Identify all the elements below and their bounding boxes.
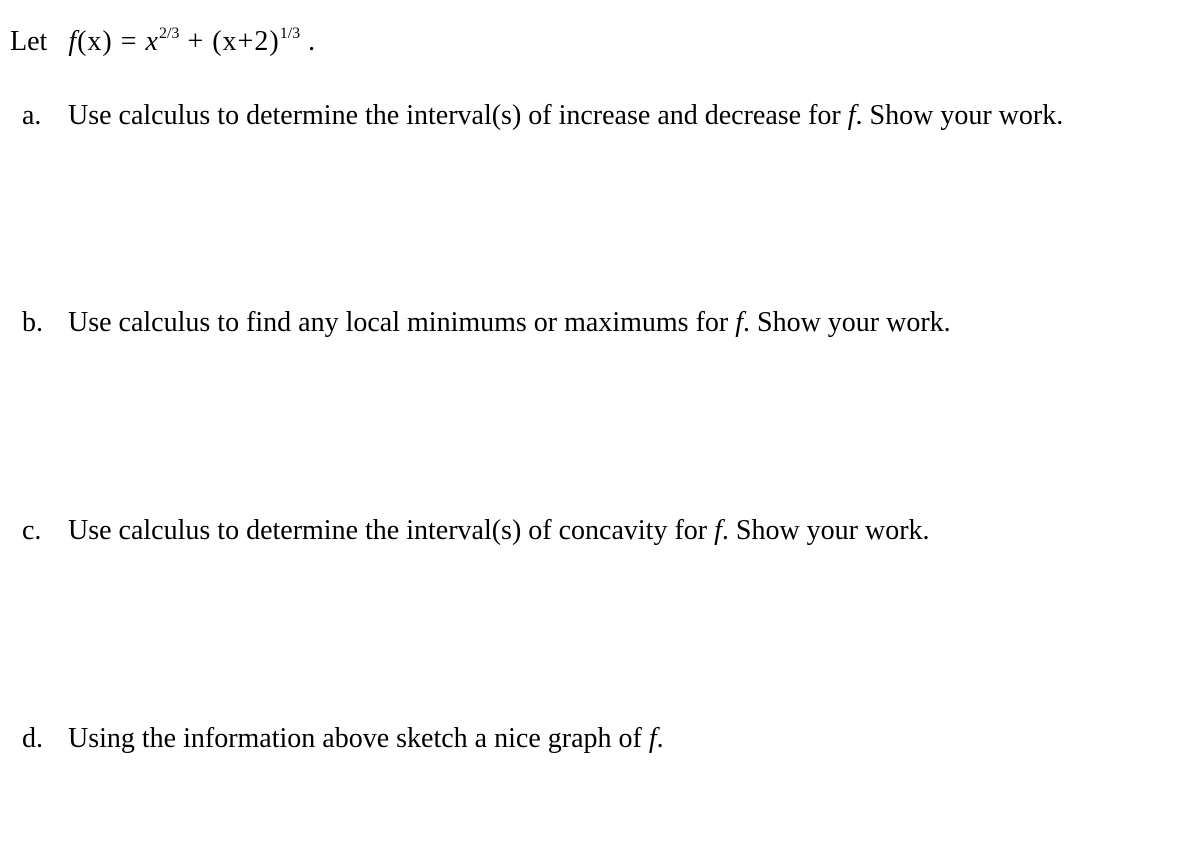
question-letter: a.: [22, 100, 42, 131]
term2-exponent: 1/3: [279, 25, 301, 42]
equals-sign: =: [120, 26, 138, 57]
function-definition: [68, 26, 316, 57]
term2-base: (x+2): [212, 26, 280, 57]
question-text: Use calculus to find any local minimums or maximums for f. Show your work.: [68, 307, 951, 338]
end-period: .: [308, 26, 317, 57]
question-c: [22, 514, 930, 548]
question-d: [22, 722, 664, 756]
question-text: Using the information above sketch a nice graph of f.: [68, 723, 664, 754]
question-letter: b.: [22, 307, 43, 338]
question-letter: d.: [22, 723, 43, 754]
question-text: Use calculus to determine the interval(s) of concavity for f. Show your work.: [68, 515, 930, 546]
plus-sign: +: [187, 26, 205, 57]
question-letter: c.: [22, 515, 42, 546]
term1-exponent: 2/3: [158, 25, 180, 42]
function-name: f: [68, 26, 78, 57]
question-text: Use calculus to determine the interval(s) of increase and decrease for f. Show your work.: [68, 100, 1064, 131]
intro-let: Let: [10, 26, 48, 57]
problem-statement: [10, 25, 316, 63]
question-a: [22, 99, 1063, 133]
term1-base: x: [145, 26, 159, 57]
function-argument: (x): [77, 26, 113, 57]
question-b: [22, 306, 951, 340]
